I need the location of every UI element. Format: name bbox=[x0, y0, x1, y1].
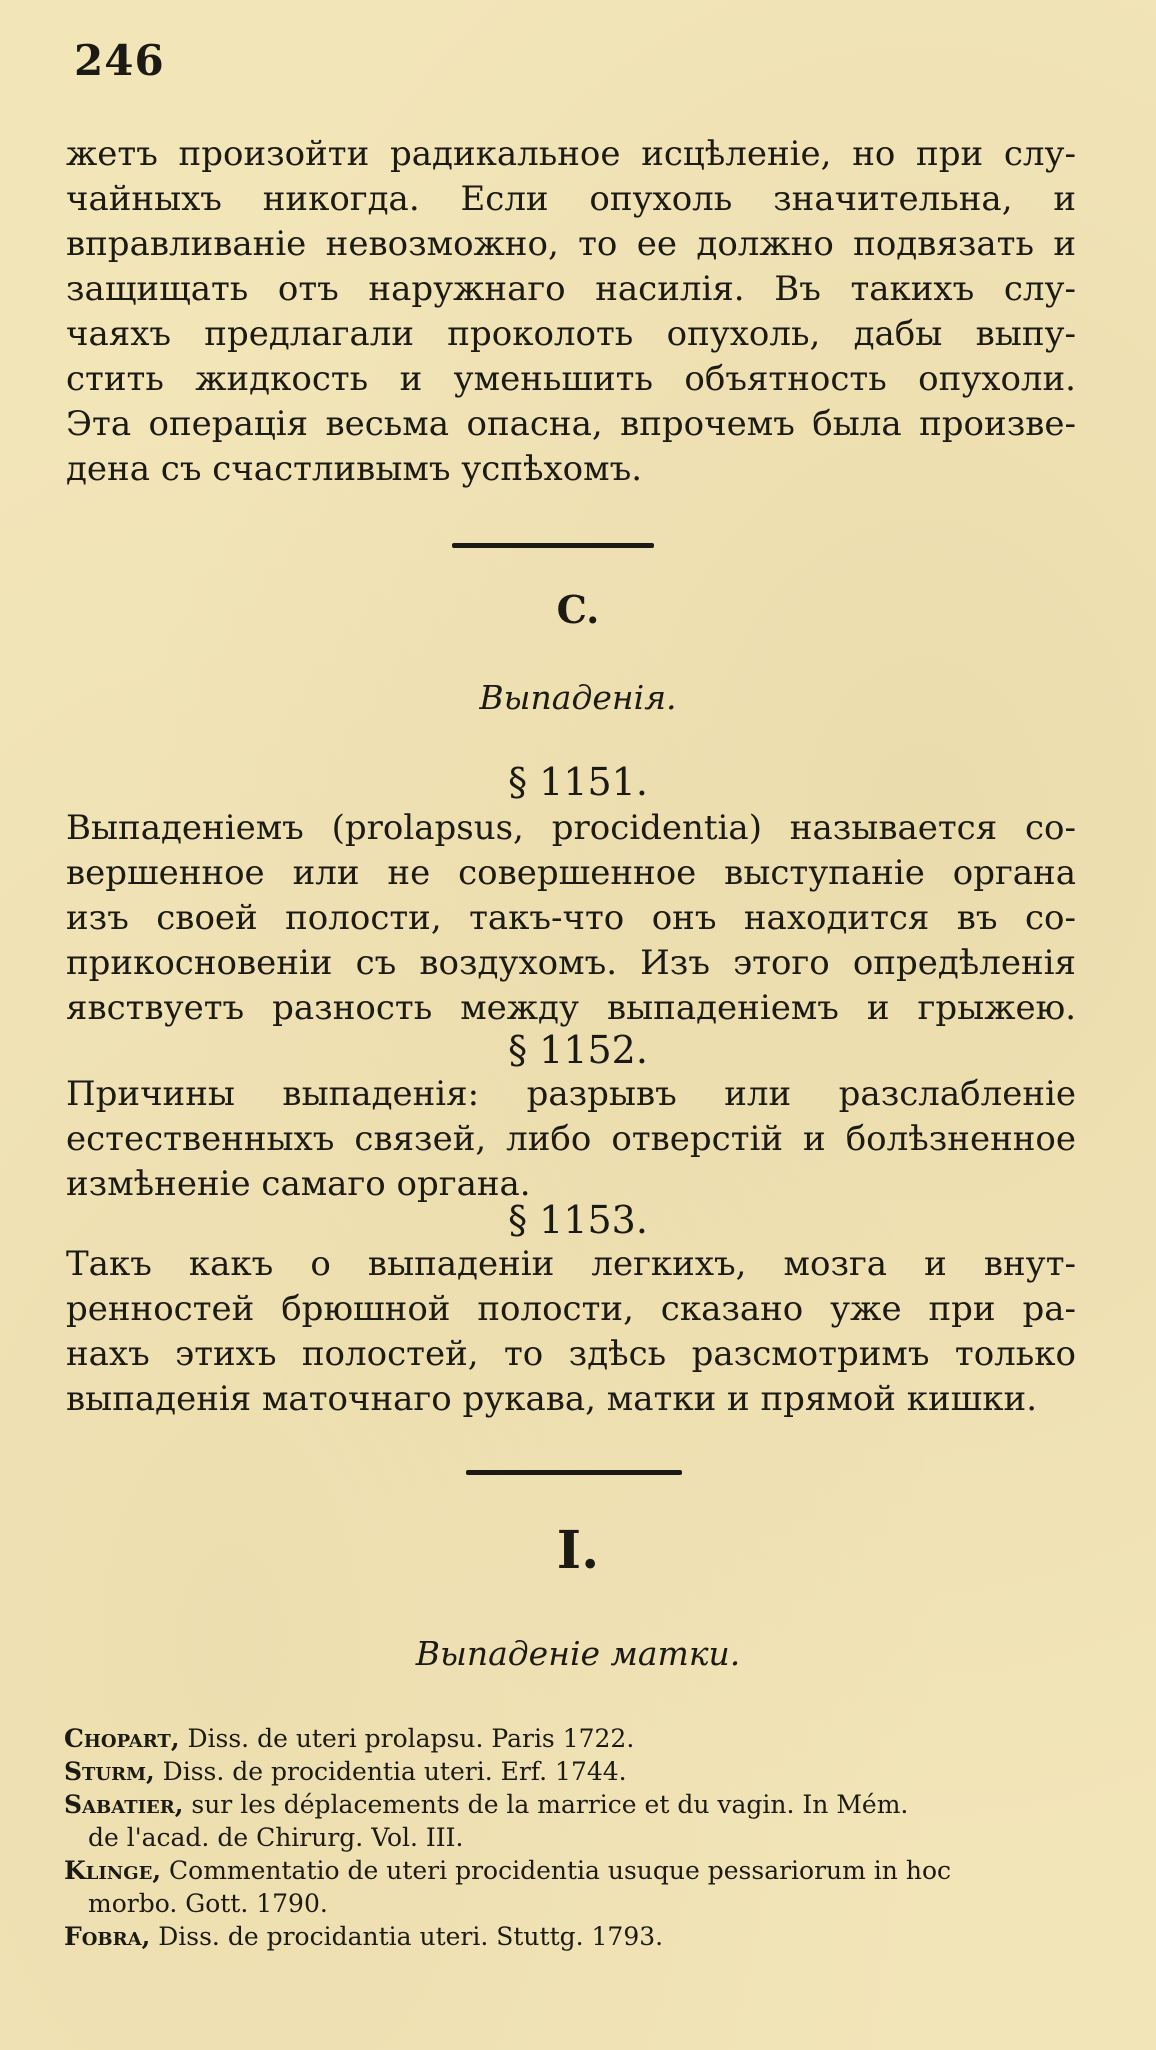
intro-paragraph bbox=[66, 132, 1076, 492]
section-divider bbox=[452, 543, 654, 548]
reference-text: Commentatio de uteri procidentia usuque pessariorum in hoc bbox=[161, 1856, 952, 1885]
text-line: вправливаніе невозможно, то ее должно подвязать и bbox=[66, 224, 1076, 264]
reference-text: Diss. de uteri prolapsu. Paris 1722. bbox=[179, 1724, 635, 1753]
section-letter: C. bbox=[556, 587, 600, 632]
text-line: изъ своей полости, такъ-что онъ находится въ со- bbox=[66, 898, 1076, 938]
text-line: чаяхъ предлагали проколоть опухоль, дабы выпу- bbox=[66, 314, 1076, 354]
references-list bbox=[64, 1722, 1084, 1953]
text-line: защищать отъ наружнаго насилія. Въ такихъ слу- bbox=[66, 269, 1076, 309]
reference-entry bbox=[64, 1920, 1084, 1953]
text-line: жетъ произойти радикальное исцѣленіе, но при слу- bbox=[66, 134, 1076, 174]
page-number: 246 bbox=[74, 36, 165, 85]
reference-entry bbox=[64, 1722, 1084, 1755]
section-numeral: I. bbox=[556, 1520, 600, 1581]
text-line: стить жидкость и уменьшить объятность опухоли. bbox=[66, 359, 1076, 399]
paragraph-number: § 1152. bbox=[508, 1028, 648, 1072]
text-line: естественныхъ связей, либо отверстій и болѣзненное bbox=[66, 1119, 1076, 1159]
text-line: вершенное или не совершенное выступаніе органа bbox=[66, 853, 1076, 893]
reference-author: Klinge, bbox=[64, 1856, 162, 1885]
reference-author: Fobra, bbox=[64, 1922, 151, 1951]
text-line: Выпаденіемъ (prolapsus, procidentia) называется со- bbox=[66, 808, 1076, 848]
paragraph-1152 bbox=[66, 1072, 1076, 1207]
reference-entry bbox=[64, 1755, 1084, 1788]
text-line: Эта операція весьма опасна, впрочемъ была произве- bbox=[66, 404, 1076, 444]
reference-entry bbox=[64, 1854, 1084, 1887]
reference-text: Diss. de procidantia uteri. Stuttg. 1793. bbox=[150, 1922, 664, 1951]
reference-author: Chopart, bbox=[64, 1724, 180, 1753]
reference-entry bbox=[64, 1887, 1084, 1920]
section-divider bbox=[466, 1470, 682, 1475]
text-line: Такъ какъ о выпаденіи легкихъ, мозга и внут- bbox=[66, 1244, 1076, 1284]
text-line: Причины выпаденія: разрывъ или разслабленіе bbox=[66, 1074, 1076, 1114]
section-title: Выпаденіе матки. bbox=[415, 1634, 741, 1673]
text-line: чайныхъ никогда. Если опухоль значительна, и bbox=[66, 179, 1076, 219]
section-title: Выпаденія. bbox=[479, 678, 677, 717]
text-line: ренностей брюшной полости, сказано уже при ра- bbox=[66, 1289, 1076, 1329]
paragraph-1151 bbox=[66, 806, 1076, 1031]
reference-text: de l'acad. de Chirurg. Vol. III. bbox=[88, 1823, 464, 1852]
reference-entry bbox=[64, 1821, 1084, 1854]
reference-text: morbo. Gott. 1790. bbox=[88, 1889, 328, 1918]
text-line: прикосновеніи съ воздухомъ. Изъ этого опредѣленія bbox=[66, 943, 1076, 983]
reference-text: sur les déplacements de la marrice et du vagin. In Mém. bbox=[183, 1790, 909, 1819]
paragraph-number: § 1153. bbox=[508, 1198, 648, 1242]
text-line: дена съ счастливымъ успѣхомъ. bbox=[66, 449, 643, 489]
text-line: явствуетъ разность между выпаденіемъ и грыжею. bbox=[66, 988, 1076, 1028]
reference-entry bbox=[64, 1788, 1084, 1821]
paragraph-number: § 1151. bbox=[508, 760, 648, 804]
text-line: нахъ этихъ полостей, то здѣсь разсмотримъ только bbox=[66, 1334, 1076, 1374]
reference-author: Sturm, bbox=[64, 1757, 155, 1786]
paragraph-1153 bbox=[66, 1242, 1076, 1422]
text-line: измѣненіе самаго органа. bbox=[66, 1164, 531, 1204]
reference-text: Diss. de procidentia uteri. Erf. 1744. bbox=[154, 1757, 627, 1786]
text-line: выпаденія маточнаго рукава, матки и прямой кишки. bbox=[66, 1379, 1038, 1419]
reference-author: Sabatier, bbox=[64, 1790, 184, 1819]
